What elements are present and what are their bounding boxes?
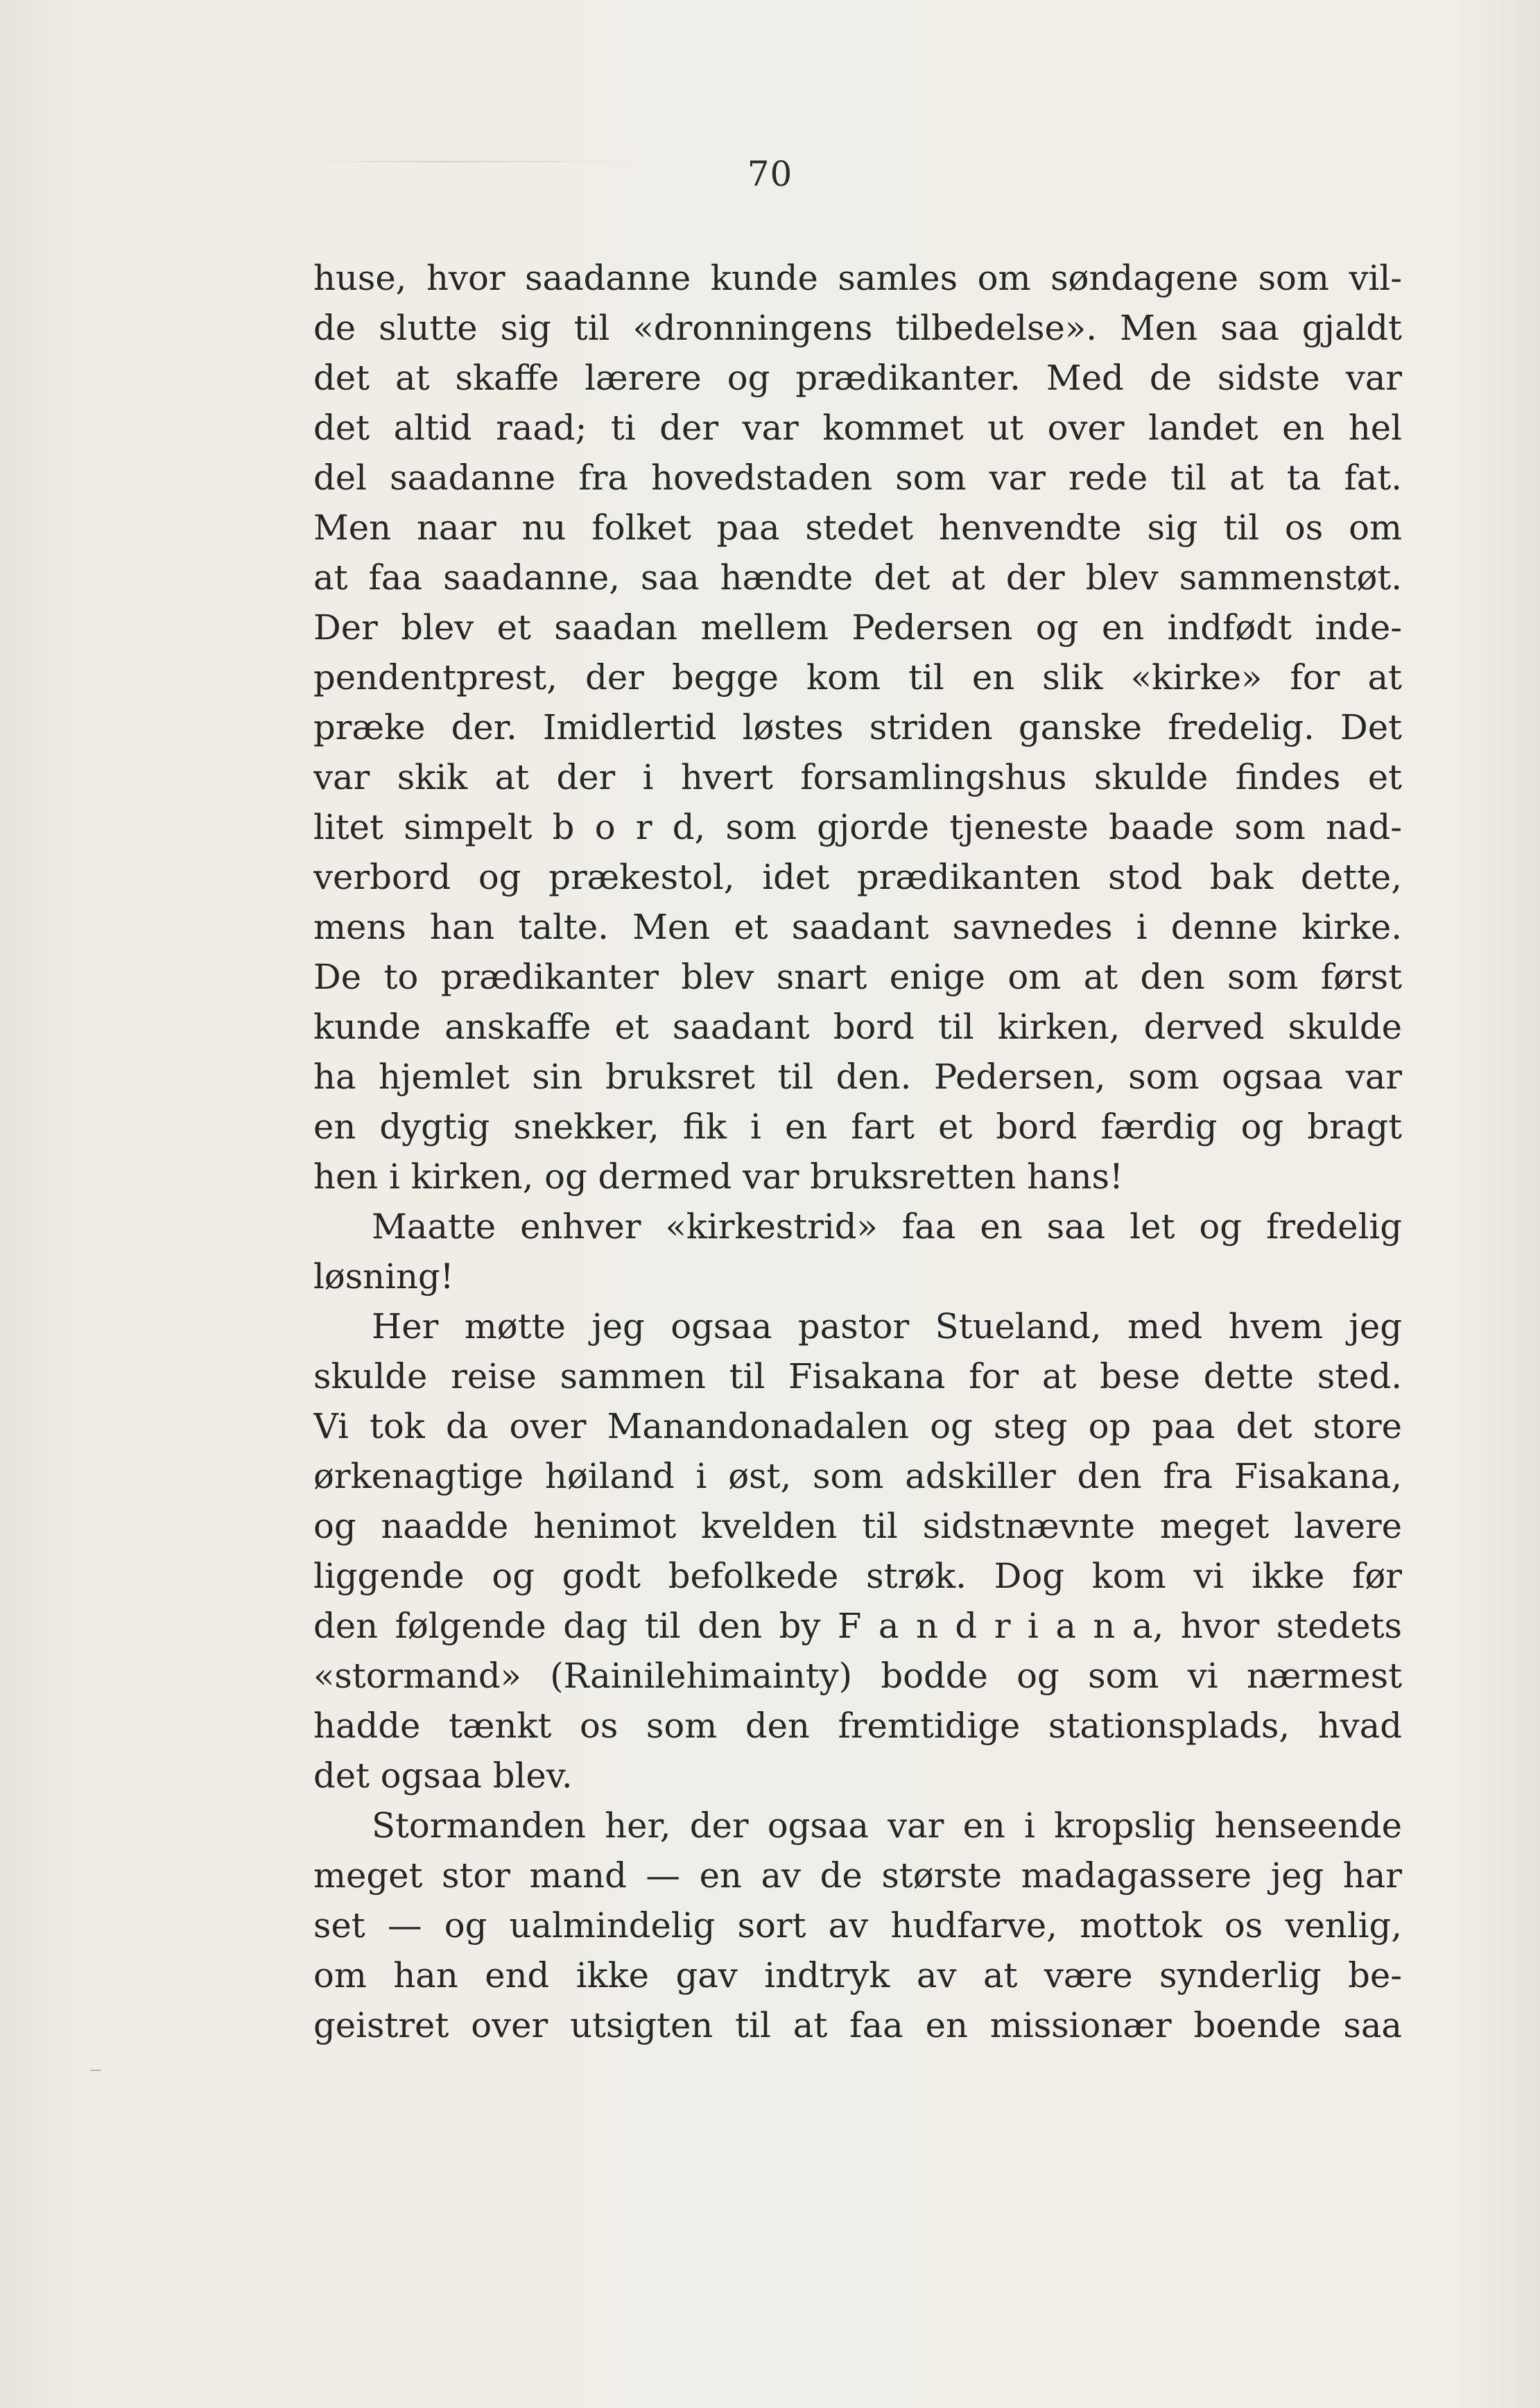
page-number: 70 [747,154,793,194]
text-line: geistret over utsigten til at faa en missionær boende saa [313,2005,1402,2045]
text-line: det at skaffe lærere og prædikanter. Med de sidste var [313,358,1402,398]
text-line: del saadanne fra hovedstaden som var rede til at ta fat. [313,458,1402,498]
text-line: ha hjemlet sin bruksret til den. Pedersen, som ogsaa var [313,1057,1402,1097]
text-line: Maatte enhver «kirkestrid» faa en saa let og fredelig [372,1206,1402,1247]
text-line: Vi tok da over Manandonadalen og steg op paa det store [313,1406,1402,1446]
text-line: det altid raad; ti der var kommet ut over landet en hel [313,408,1402,448]
text-line: Stormanden her, der ogsaa var en i kropslig henseende [372,1805,1402,1846]
text-line: «stormand» (Rainilehimainty) bodde og som vi nærmest [313,1656,1402,1696]
text-line: Men naar nu folket paa stedet henvendte sig til os om [313,508,1402,548]
text-line: og naadde henimot kvelden til sidstnævnte meget lavere [313,1506,1402,1546]
text-line: Her møtte jeg ogsaa pastor Stueland, med hvem jeg [372,1306,1402,1346]
text-line: det ogsaa blev. [313,1756,573,1796]
text-line: hen i kirken, og dermed var bruksretten hans! [313,1157,1123,1197]
text-line: var skik at der i hvert forsamlingshus skulde findes et [313,757,1402,797]
text-line: ørkenagtige høiland i øst, som adskiller den fra Fisakana, [313,1456,1402,1496]
text-line: en dygtig snekker, fik i en fart et bord færdig og bragt [313,1107,1402,1147]
text-line: om han end ikke gav indtryk av at være synderlig be- [313,1955,1402,1995]
text-line: meget stor mand — en av de største madagassere jeg har [313,1855,1402,1896]
text-line: de slutte sig til «dronningens tilbedelse». Men saa gjaldt [313,308,1402,348]
text-line: mens han talte. Men et saadant savnedes i denne kirke. [313,907,1402,947]
text-line: pendentprest, der begge kom til en slik «kirke» for at [313,657,1402,698]
text-line: Der blev et saadan mellem Pedersen og en indfødt inde- [313,607,1402,648]
text-line: løsning! [313,1256,454,1297]
text-line: skulde reise sammen til Fisakana for at bese dette sted. [313,1356,1402,1396]
text-line: hadde tænkt os som den fremtidige stationsplads, hvad [313,1706,1402,1746]
text-line: huse, hvor saadanne kunde samles om søndagene som vil- [313,258,1402,298]
text-line: verbord og prækestol, idet prædikanten stod bak dette, [313,857,1402,897]
text-line: præke der. Imidlertid løstes striden ganske fredelig. Det [313,707,1402,747]
text-line: De to prædikanter blev snart enige om at den som først [313,957,1402,997]
text-line: litet simpelt b o r d, som gjorde tjeneste baade som nad- [313,807,1402,847]
text-line: liggende og godt befolkede strøk. Dog kom vi ikke før [313,1556,1402,1596]
margin-mark [90,2070,101,2071]
text-line: den følgende dag til den by F a n d r i a n a, hvor stedets [313,1606,1402,1646]
text-line: set — og ualmindelig sort av hudfarve, mottok os venlig, [313,1905,1402,1946]
text-line: at faa saadanne, saa hændte det at der blev sammenstøt. [313,557,1402,598]
body-text [313,253,1402,2050]
text-line: kunde anskaffe et saadant bord til kirken, derved skulde [313,1007,1402,1047]
